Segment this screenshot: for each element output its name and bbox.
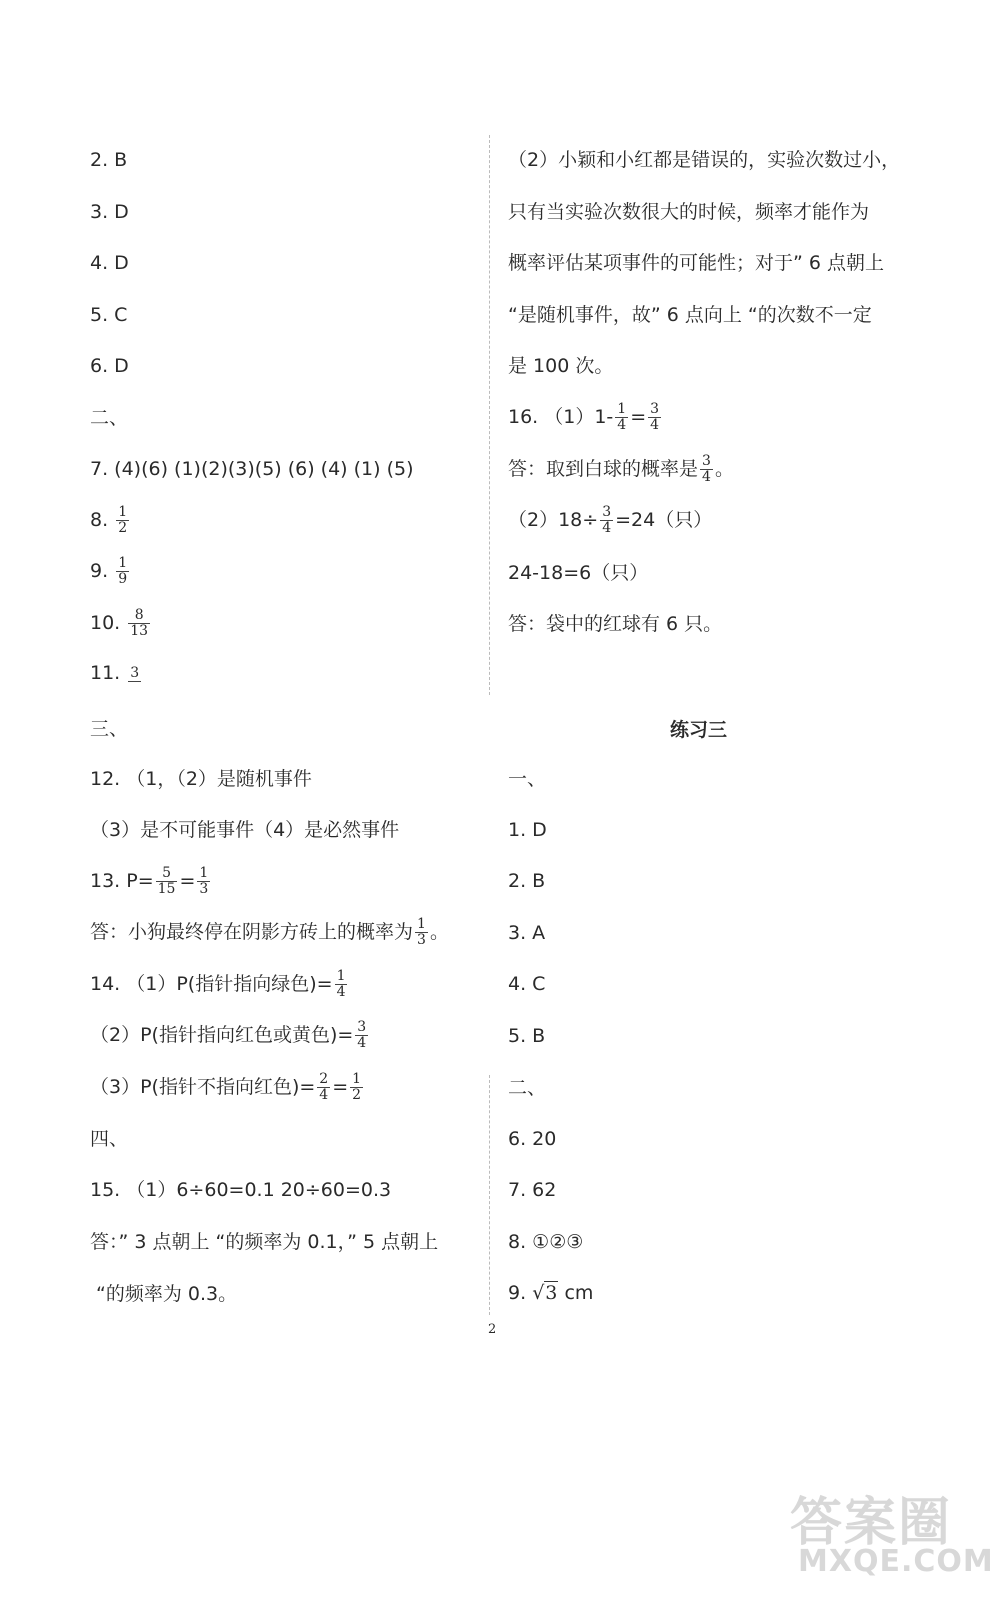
answer-14-1 bbox=[90, 969, 349, 1000]
sqrt-expression: √3 bbox=[532, 1282, 558, 1304]
ex3-section-one: 一、 bbox=[508, 768, 547, 790]
answer-13-text: 答：小狗最终停在阴影方砖上的概率为 bbox=[90, 921, 414, 943]
watermark-chinese: 答案圈 bbox=[790, 1493, 953, 1553]
fraction: $\frac{1}{2}$ bbox=[352, 1071, 362, 1103]
answer-14-3 bbox=[90, 1072, 365, 1103]
fraction: $\frac{3}{4}$ bbox=[702, 453, 711, 485]
answer-15-2-line4: “是随机事件，故” 6 点向上 “的次数不一定 bbox=[508, 304, 872, 326]
fraction: $\frac{1}{2}$ bbox=[118, 504, 128, 536]
fraction: $\frac{3}{4}$ bbox=[650, 401, 660, 433]
answer-3: 3. D bbox=[90, 201, 129, 223]
equals: = bbox=[630, 406, 647, 428]
answer-7: 7. (4)(6) (1)(2)(3)(5) (6) (4) (1) (5) bbox=[90, 458, 414, 480]
answer-13-conclusion bbox=[90, 917, 449, 948]
answer-16-1-text: 16. （1）1- bbox=[508, 406, 614, 428]
answer-14-2-text: （2）P(指针指向红色或黄色)= bbox=[90, 1024, 354, 1046]
answer-13 bbox=[90, 866, 212, 897]
equals: = bbox=[179, 870, 196, 892]
ex3-answer-7: 7. 62 bbox=[508, 1179, 557, 1201]
answer-14-1-text: 14. （1）P(指针指向绿色)= bbox=[90, 973, 333, 995]
answer-15: 15. （1）6÷60=0.1 20÷60=0.3 bbox=[90, 1179, 392, 1201]
fraction: $\frac{1}{4}$ bbox=[617, 401, 627, 433]
ex3-answer-9-label: 9. bbox=[508, 1282, 527, 1304]
sqrt-radicand: 3 bbox=[545, 1282, 558, 1304]
fraction: $\frac{2}{4}$ bbox=[319, 1071, 329, 1103]
answer-16-2-result: =24（只） bbox=[615, 509, 713, 531]
ex3-answer-4: 4. C bbox=[508, 973, 546, 995]
page-number: 2 bbox=[488, 1322, 497, 1337]
ex3-answer-2: 2. B bbox=[508, 870, 546, 892]
answer-16-conclusion: 答：袋中的红球有 6 只。 bbox=[508, 613, 723, 635]
fraction: $\frac{5}{15}$ bbox=[157, 865, 176, 897]
fraction: $\frac{3}{4}$ bbox=[602, 504, 612, 536]
answer-11 bbox=[90, 659, 143, 687]
watermark-url: MXQE.COM bbox=[798, 1544, 994, 1579]
answer-16-1-ans-text: 答：取到白球的概率是 bbox=[508, 458, 699, 480]
fraction: $\frac{1}{3}$ bbox=[417, 916, 426, 948]
answer-6: 6. D bbox=[90, 355, 129, 377]
unit: cm bbox=[564, 1282, 594, 1304]
ex3-answer-8: 8. ①②③ bbox=[508, 1231, 584, 1253]
period: 。 bbox=[429, 921, 449, 943]
fraction: $\frac{1}{3}$ bbox=[199, 865, 209, 897]
answer-13-label: 13. P= bbox=[90, 870, 154, 892]
period: 。 bbox=[714, 458, 734, 480]
ex3-answer-3: 3. A bbox=[508, 922, 546, 944]
column-divider-bottom bbox=[489, 1075, 490, 1315]
ex3-answer-5: 5. B bbox=[508, 1025, 546, 1047]
fraction: $\frac{1}{9}$ bbox=[118, 555, 128, 587]
fraction: $\frac{1}{4}$ bbox=[336, 968, 346, 1000]
answer-16-2-text: （2）18÷ bbox=[508, 509, 599, 531]
column-divider-top bbox=[489, 135, 490, 695]
watermark-logo bbox=[790, 1480, 994, 1580]
answer-16-1-conclusion bbox=[508, 454, 734, 485]
answer-2: 2. B bbox=[90, 149, 128, 171]
section-title-exercise-three: 练习三 bbox=[670, 719, 728, 741]
answer-16-calc: 24-18=6（只） bbox=[508, 562, 649, 584]
ex3-answer-9 bbox=[508, 1279, 593, 1307]
answer-5: 5. C bbox=[90, 304, 128, 326]
answer-15-2-line3: 概率评估某项事件的可能性；对于” 6 点朝上 bbox=[508, 252, 885, 274]
section-two: 二、 bbox=[90, 407, 129, 429]
answer-8 bbox=[90, 505, 131, 536]
fraction: $\frac{8}{13}$ bbox=[130, 607, 149, 639]
answer-14-3-text: （3）P(指针不指向红色)= bbox=[90, 1076, 316, 1098]
ex3-section-two: 二、 bbox=[508, 1077, 547, 1099]
answer-15-2-line2: 只有当实验次数很大的时候，频率才能作为 bbox=[508, 201, 870, 223]
answer-15-2-line5: 是 100 次。 bbox=[508, 355, 614, 377]
answer-15-2-line1: （2）小颖和小红都是错误的，实验次数过小， bbox=[508, 149, 901, 171]
answer-9 bbox=[90, 556, 131, 587]
fraction: $\frac{3}{4}$ bbox=[357, 1019, 367, 1051]
answer-15-conclusion-cont: “的频率为 0.3。 bbox=[96, 1283, 238, 1305]
ex3-answer-1: 1. D bbox=[508, 819, 547, 841]
section-four: 四、 bbox=[90, 1128, 129, 1150]
answer-10-label: 10. bbox=[90, 612, 121, 634]
section-three: 三、 bbox=[90, 718, 129, 740]
answer-8-label: 8. bbox=[90, 509, 109, 531]
ex3-answer-6: 6. 20 bbox=[508, 1128, 557, 1150]
answer-4: 4. D bbox=[90, 252, 129, 274]
answer-16-2 bbox=[508, 505, 712, 536]
answer-9-label: 9. bbox=[90, 560, 109, 582]
fraction-partial: 3 bbox=[130, 664, 140, 681]
answer-10 bbox=[90, 608, 152, 639]
answer-14-2 bbox=[90, 1020, 370, 1051]
answer-12-cont: （3）是不可能事件（4）是必然事件 bbox=[90, 819, 400, 841]
equals: = bbox=[332, 1076, 349, 1098]
answer-16-1 bbox=[508, 402, 663, 433]
answer-11-label: 11. bbox=[90, 662, 121, 684]
answer-15-conclusion: 答：” 3 点朝上 “的频率为 0.1，” 5 点朝上 bbox=[90, 1231, 439, 1253]
answer-12: 12. （1，（2）是随机事件 bbox=[90, 768, 312, 790]
